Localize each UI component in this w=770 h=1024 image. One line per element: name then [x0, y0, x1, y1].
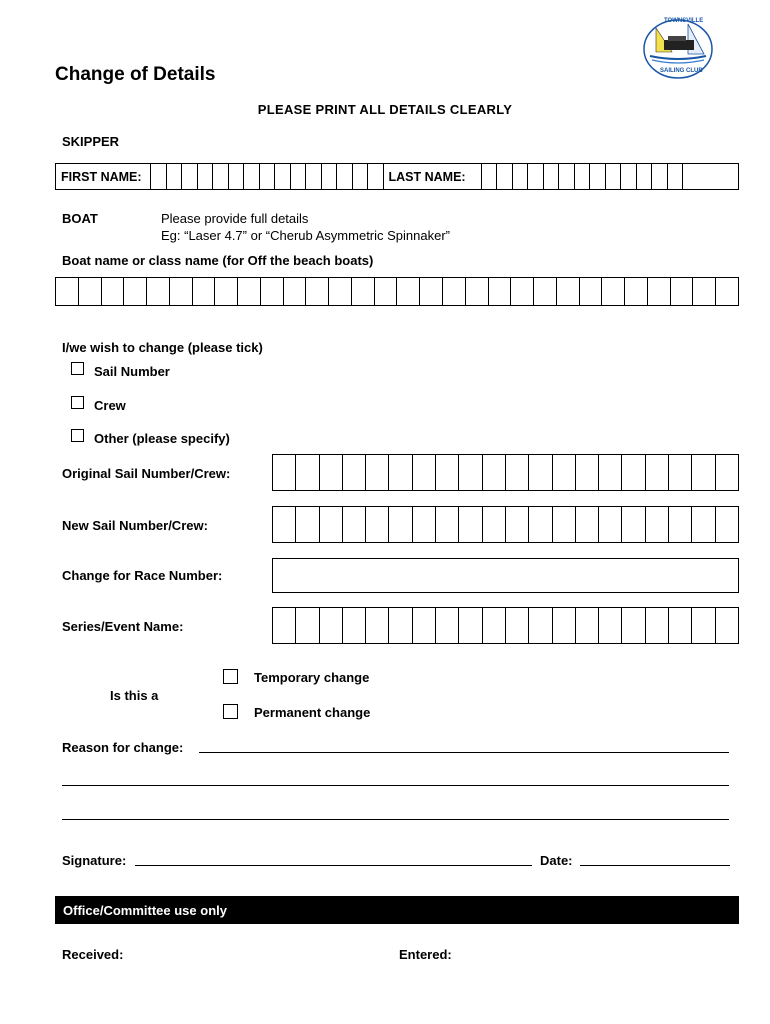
boat-help-line1: Please provide full details — [161, 211, 309, 226]
boat-name-box[interactable] — [443, 278, 466, 305]
first-name-box[interactable] — [368, 164, 384, 189]
new-sail-box[interactable] — [646, 507, 669, 542]
sail-number-option-label: Sail Number — [94, 364, 170, 379]
first-name-box[interactable] — [353, 164, 369, 189]
original-sail-grid — [272, 454, 739, 491]
series-box[interactable] — [553, 608, 576, 643]
first-name-box[interactable] — [275, 164, 291, 189]
skipper-name-row — [55, 163, 739, 190]
series-box[interactable] — [343, 608, 366, 643]
original-sail-box[interactable] — [692, 455, 715, 490]
new-sail-box[interactable] — [389, 507, 412, 542]
boat-name-box[interactable] — [580, 278, 603, 305]
series-box[interactable] — [413, 608, 436, 643]
series-box[interactable] — [436, 608, 459, 643]
last-name-label: LAST NAME: — [384, 164, 482, 189]
original-sail-box[interactable] — [389, 455, 412, 490]
last-name-box[interactable] — [575, 164, 591, 189]
first-name-box[interactable] — [213, 164, 229, 189]
last-name-box[interactable] — [482, 164, 498, 189]
last-name-box[interactable] — [544, 164, 560, 189]
boat-name-grid — [55, 277, 739, 306]
boat-name-box[interactable] — [261, 278, 284, 305]
series-box[interactable] — [506, 608, 529, 643]
new-sail-grid — [272, 506, 739, 543]
boat-name-box[interactable] — [170, 278, 193, 305]
original-sail-box[interactable] — [553, 455, 576, 490]
first-name-box[interactable] — [306, 164, 322, 189]
club-logo — [642, 18, 714, 80]
boat-name-box[interactable] — [375, 278, 398, 305]
last-name-box[interactable] — [528, 164, 544, 189]
boat-name-box[interactable] — [511, 278, 534, 305]
first-name-box[interactable] — [167, 164, 183, 189]
series-box[interactable] — [646, 608, 669, 643]
office-use-bar: Office/Committee use only — [55, 896, 739, 924]
crew-option-label: Crew — [94, 398, 126, 413]
series-grid — [272, 607, 739, 644]
new-sail-box[interactable] — [320, 507, 343, 542]
reason-line-3[interactable] — [62, 819, 729, 820]
boat-name-box[interactable] — [716, 278, 738, 305]
reason-label: Reason for change: — [62, 740, 184, 755]
new-sail-box[interactable] — [716, 507, 738, 542]
new-sail-box[interactable] — [366, 507, 389, 542]
new-sail-box[interactable] — [599, 507, 622, 542]
series-box[interactable] — [296, 608, 319, 643]
boat-name-box[interactable] — [602, 278, 625, 305]
original-sail-box[interactable] — [273, 455, 296, 490]
boat-name-box[interactable] — [56, 278, 79, 305]
race-number-label: Change for Race Number: — [62, 568, 223, 583]
new-sail-box[interactable] — [436, 507, 459, 542]
series-label: Series/Event Name: — [62, 619, 184, 634]
original-sail-box[interactable] — [529, 455, 552, 490]
series-box[interactable] — [669, 608, 692, 643]
last-name-box[interactable] — [559, 164, 575, 189]
signature-line[interactable] — [135, 865, 532, 866]
first-name-box[interactable] — [291, 164, 307, 189]
new-sail-box[interactable] — [692, 507, 715, 542]
series-box[interactable] — [622, 608, 645, 643]
new-sail-box[interactable] — [343, 507, 366, 542]
original-sail-box[interactable] — [436, 455, 459, 490]
boat-name-box[interactable] — [534, 278, 557, 305]
new-sail-box[interactable] — [483, 507, 506, 542]
boat-name-box[interactable] — [397, 278, 420, 305]
new-sail-box[interactable] — [669, 507, 692, 542]
original-sail-box[interactable] — [576, 455, 599, 490]
series-box[interactable] — [483, 608, 506, 643]
boat-name-box[interactable] — [102, 278, 125, 305]
other-checkbox[interactable] — [71, 429, 84, 442]
first-name-box[interactable] — [244, 164, 260, 189]
original-sail-box[interactable] — [716, 455, 738, 490]
new-sail-box[interactable] — [296, 507, 319, 542]
date-line[interactable] — [580, 865, 730, 866]
boat-name-box[interactable] — [671, 278, 694, 305]
first-name-label: FIRST NAME: — [56, 164, 151, 189]
last-name-box[interactable] — [637, 164, 653, 189]
series-box[interactable] — [389, 608, 412, 643]
change-heading: I/we wish to change (please tick) — [62, 340, 263, 355]
series-box[interactable] — [576, 608, 599, 643]
reason-line-2[interactable] — [62, 785, 729, 786]
series-box[interactable] — [273, 608, 296, 643]
logo-text-bottom: SAILING CLUB — [660, 68, 703, 74]
permanent-checkbox[interactable] — [223, 704, 238, 719]
boat-name-box[interactable] — [193, 278, 216, 305]
new-sail-box[interactable] — [413, 507, 436, 542]
boat-heading: BOAT — [62, 211, 98, 226]
original-sail-box[interactable] — [343, 455, 366, 490]
boat-name-box[interactable] — [124, 278, 147, 305]
first-name-box[interactable] — [260, 164, 276, 189]
new-sail-box[interactable] — [576, 507, 599, 542]
permanent-label: Permanent change — [254, 705, 371, 720]
first-name-box[interactable] — [182, 164, 198, 189]
boat-name-box[interactable] — [238, 278, 261, 305]
boat-name-label: Boat name or class name (for Off the beach boats) — [62, 253, 374, 268]
logo-text-top: TOWNSVILLE — [664, 18, 704, 24]
date-label: Date: — [540, 853, 573, 868]
boat-name-box[interactable] — [625, 278, 648, 305]
boat-name-box[interactable] — [215, 278, 238, 305]
boat-name-box[interactable] — [147, 278, 170, 305]
boat-name-box[interactable] — [693, 278, 716, 305]
original-sail-label: Original Sail Number/Crew: — [62, 466, 231, 481]
new-sail-box[interactable] — [529, 507, 552, 542]
new-sail-box[interactable] — [622, 507, 645, 542]
series-box[interactable] — [599, 608, 622, 643]
series-box[interactable] — [716, 608, 738, 643]
original-sail-box[interactable] — [366, 455, 389, 490]
last-name-box[interactable] — [606, 164, 622, 189]
last-name-box[interactable] — [683, 164, 738, 189]
last-name-box[interactable] — [621, 164, 637, 189]
boat-name-box[interactable] — [489, 278, 512, 305]
received-label: Received: — [62, 947, 124, 962]
new-sail-box[interactable] — [273, 507, 296, 542]
race-number-input[interactable] — [272, 558, 739, 593]
original-sail-box[interactable] — [622, 455, 645, 490]
page-title: Change of Details — [55, 64, 216, 85]
last-name-box[interactable] — [668, 164, 684, 189]
boat-name-box[interactable] — [306, 278, 329, 305]
boat-name-box[interactable] — [420, 278, 443, 305]
boat-name-box[interactable] — [352, 278, 375, 305]
first-name-box[interactable] — [198, 164, 214, 189]
boat-name-box[interactable] — [648, 278, 671, 305]
series-box[interactable] — [692, 608, 715, 643]
series-box[interactable] — [320, 608, 343, 643]
series-box[interactable] — [459, 608, 482, 643]
series-box[interactable] — [529, 608, 552, 643]
skipper-heading: SKIPPER — [62, 134, 120, 149]
original-sail-box[interactable] — [296, 455, 319, 490]
original-sail-box[interactable] — [413, 455, 436, 490]
new-sail-box[interactable] — [553, 507, 576, 542]
original-sail-box[interactable] — [459, 455, 482, 490]
last-name-box[interactable] — [590, 164, 606, 189]
temporary-label: Temporary change — [254, 670, 370, 685]
page-subtitle: PLEASE PRINT ALL DETAILS CLEARLY — [257, 102, 513, 117]
last-name-box[interactable] — [497, 164, 513, 189]
other-option-label: Other (please specify) — [94, 431, 230, 446]
first-name-box[interactable] — [337, 164, 353, 189]
boat-name-box[interactable] — [79, 278, 102, 305]
first-name-box[interactable] — [151, 164, 167, 189]
new-sail-label: New Sail Number/Crew: — [62, 518, 208, 533]
first-name-box[interactable] — [229, 164, 245, 189]
series-box[interactable] — [366, 608, 389, 643]
original-sail-box[interactable] — [506, 455, 529, 490]
boat-name-box[interactable] — [329, 278, 352, 305]
original-sail-box[interactable] — [483, 455, 506, 490]
crew-checkbox[interactable] — [71, 396, 84, 409]
sail-number-checkbox[interactable] — [71, 362, 84, 375]
last-name-box[interactable] — [652, 164, 668, 189]
first-name-box[interactable] — [322, 164, 338, 189]
entered-label: Entered: — [399, 947, 452, 962]
last-name-box[interactable] — [513, 164, 529, 189]
new-sail-box[interactable] — [506, 507, 529, 542]
signature-label: Signature: — [62, 853, 127, 868]
original-sail-box[interactable] — [669, 455, 692, 490]
boat-name-box[interactable] — [557, 278, 580, 305]
boat-help-line2: Eg: “Laser 4.7” or “Cherub Asymmetric Spinnaker” — [161, 228, 450, 243]
boat-name-box[interactable] — [466, 278, 489, 305]
new-sail-box[interactable] — [459, 507, 482, 542]
original-sail-box[interactable] — [646, 455, 669, 490]
is-this-a-label: Is this a — [110, 688, 159, 703]
original-sail-box[interactable] — [599, 455, 622, 490]
temporary-checkbox[interactable] — [223, 669, 238, 684]
original-sail-box[interactable] — [320, 455, 343, 490]
boat-name-box[interactable] — [284, 278, 307, 305]
reason-line-1[interactable] — [199, 752, 729, 753]
